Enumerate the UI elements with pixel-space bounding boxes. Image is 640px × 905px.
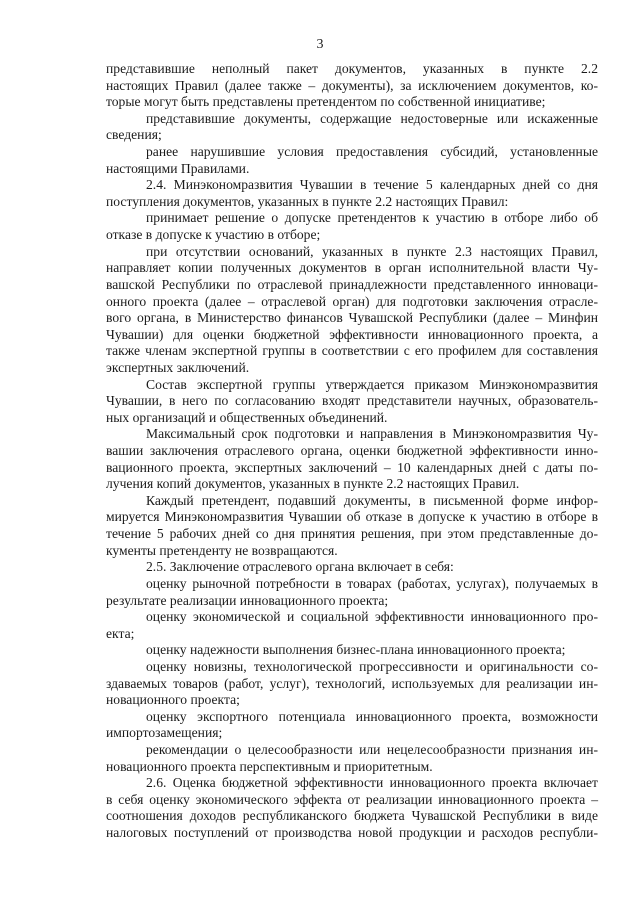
paragraph bbox=[106, 659, 598, 709]
text-line: оценку экономической и социальной эффективности инновационного про- bbox=[146, 609, 598, 625]
text-line: поступления документов, указанных в пункте 2.2 настоящих Правил: bbox=[106, 193, 509, 209]
text-line: торые могут быть представлены претендентом по собственной инициативе; bbox=[106, 94, 546, 110]
document-body bbox=[106, 61, 598, 842]
text-line: новационного проекта перспективным и приоритетным. bbox=[106, 758, 433, 774]
text-line: представившие неполный пакет документов, указанных в пункте 2.2 bbox=[106, 61, 598, 76]
paragraph bbox=[106, 177, 598, 210]
text-line: 2.6. Оценка бюджетной эффективности инновационного проекта включает bbox=[146, 775, 598, 791]
paragraph bbox=[106, 642, 598, 659]
text-line: Каждый претендент, подавший документы, в письменной форме инфор- bbox=[146, 492, 598, 508]
text-line: Состав экспертной группы утверждается приказом Минэкономразвития bbox=[146, 376, 598, 392]
paragraph bbox=[106, 111, 598, 144]
text-line: онного проекта (далее – отраслевой орган) для подготовки заключения отрасле- bbox=[106, 293, 598, 309]
text-line: также членам экспертной группы в соответствии с его профилем для составления bbox=[106, 343, 598, 359]
text-line: соотношения доходов республиканского бюджета Чувашской Республики в виде bbox=[106, 808, 598, 824]
paragraph bbox=[106, 576, 598, 609]
text-line: сведения; bbox=[106, 127, 162, 143]
paragraph bbox=[106, 377, 598, 427]
page-number: 3 bbox=[316, 37, 324, 52]
text-line: настоящих Правил (далее также – документы), за исключением документов, ко- bbox=[106, 77, 598, 93]
text-line: представившие документы, содержащие недостоверные или искаженные bbox=[146, 110, 598, 126]
text-line: оценку новизны, технологической прогрессивности и оригинальности со- bbox=[146, 658, 598, 674]
text-line: настоящими Правилами. bbox=[106, 160, 250, 176]
text-line: вашской Республики по отраслевой принадлежности представленного инноваци- bbox=[106, 276, 598, 292]
text-line: здаваемых товаров (работ, услуг), технологий, используемых для реализации ин- bbox=[106, 675, 598, 691]
paragraph bbox=[106, 210, 598, 243]
text-line: оценку экспортного потенциала инновационного проекта, возможности bbox=[146, 708, 598, 724]
text-line: Максимальный срок подготовки и направления в Минэкономразвития Чу- bbox=[146, 426, 598, 442]
text-line: мируется Минэкономразвития Чувашии об отказе в допуске к участию в отборе в bbox=[106, 509, 598, 525]
paragraph bbox=[106, 61, 598, 111]
paragraph bbox=[106, 426, 598, 492]
text-line: вашии заключения отраслевого органа, оценки бюджетной эффективности инно- bbox=[106, 443, 598, 459]
paragraph bbox=[106, 144, 598, 177]
text-line: течение 5 рабочих дней со дня принятия решения, при этом представленные до- bbox=[106, 526, 598, 542]
text-line: ранее нарушившие условия предоставления субсидий, установленные bbox=[146, 144, 598, 160]
text-line: кументы претенденту не возвращаются. bbox=[106, 542, 338, 558]
text-line: импортозамещения; bbox=[106, 725, 223, 741]
text-line: отказе в допуске к участию в отборе; bbox=[106, 227, 321, 243]
text-line: Чувашии, в него по согласованию входят представители научных, образователь- bbox=[106, 393, 598, 409]
text-line: в себя оценку экономического эффекта от реализации инновационного проекта – bbox=[106, 791, 598, 807]
paragraph bbox=[106, 742, 598, 775]
text-line: лучения копий документов, указанных в пункте 2.2 настоящих Правил. bbox=[106, 476, 520, 492]
text-line: екта; bbox=[106, 625, 135, 641]
text-line: Чувашии) для оценки бюджетной эффективности инновационного проекта, а bbox=[106, 326, 598, 342]
text-line: вационного проекта, экспертных заключений – 10 календарных дней с даты по- bbox=[106, 459, 598, 475]
paragraph bbox=[106, 559, 598, 576]
text-line: оценку рыночной потребности в товарах (работах, услугах), получаемых в bbox=[146, 575, 598, 591]
text-line: вого органа, в Министерство финансов Чувашской Республики (далее – Минфин bbox=[106, 310, 598, 326]
paragraph bbox=[106, 709, 598, 742]
text-line: результате реализации инновационного проекта; bbox=[106, 592, 389, 608]
paragraph bbox=[106, 493, 598, 559]
text-line: 2.5. Заключение отраслевого органа включает в себя: bbox=[146, 559, 454, 575]
text-line: направляет копии полученных документов в орган исполнительной власти Чу- bbox=[106, 260, 598, 276]
text-line: оценку надежности выполнения бизнес-плана инновационного проекта; bbox=[146, 642, 566, 658]
text-line: экспертных заключений. bbox=[106, 359, 250, 375]
text-line: новационного проекта; bbox=[106, 692, 240, 708]
text-line: налоговых поступлений от производства новой продукции и расходов республи- bbox=[106, 825, 598, 841]
text-line: принимает решение о допуске претендентов к участию в отборе либо об bbox=[146, 210, 598, 226]
text-line: 2.4. Минэкономразвития Чувашии в течение 5 календарных дней со дня bbox=[146, 177, 598, 193]
text-line: рекомендации о целесообразности или нецелесообразности признания ин- bbox=[146, 741, 598, 757]
paragraph bbox=[106, 775, 598, 841]
paragraph bbox=[106, 244, 598, 377]
text-line: ных организаций и общественных объединений. bbox=[106, 409, 388, 425]
paragraph bbox=[106, 609, 598, 642]
text-line: при отсутствии оснований, указанных в пункте 2.3 настоящих Правил, bbox=[146, 243, 598, 259]
